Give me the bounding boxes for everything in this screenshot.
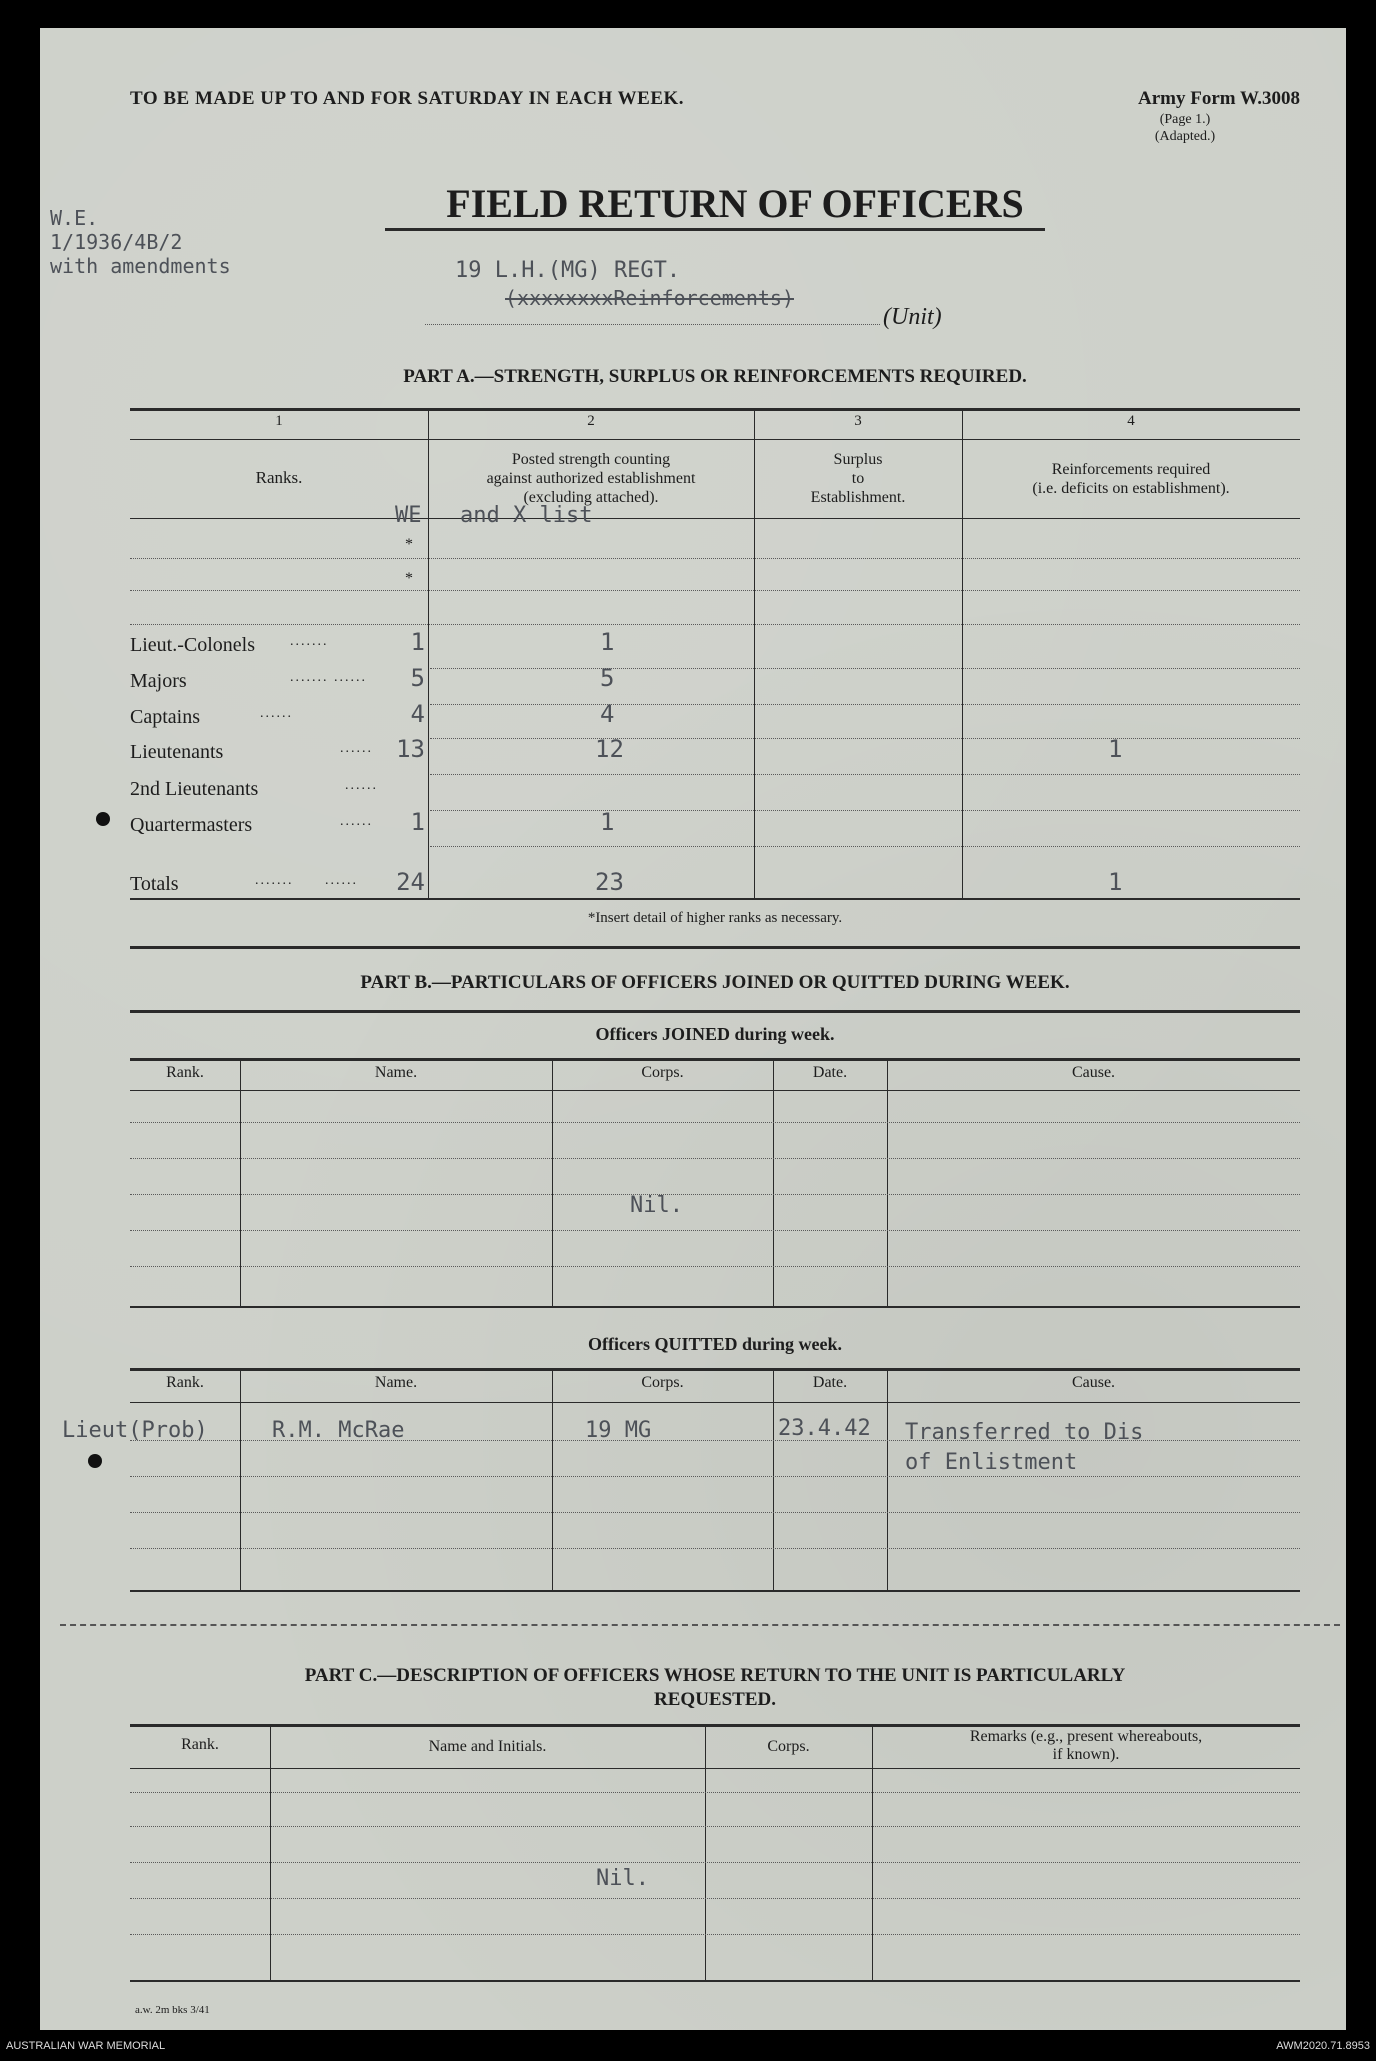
- col3-line1: Surplus: [833, 451, 883, 468]
- asterisk-2: *: [405, 570, 413, 587]
- posted-captains: 4: [600, 700, 615, 728]
- col4-line1: Reinforcements required: [1051, 461, 1211, 478]
- quitted-heading: Officers QUITTED during week.: [588, 1334, 842, 1354]
- col2-line3: (excluding attached).: [523, 489, 659, 506]
- leader-dots-6: ......: [340, 814, 373, 829]
- we-lieut-colonels: 1: [410, 628, 425, 656]
- leader-dots-3: ......: [260, 706, 293, 721]
- col-number-3: 3: [854, 413, 862, 429]
- we-totals: 24: [396, 868, 425, 896]
- rank-lieutenants: Lieutenants: [130, 741, 224, 763]
- quitted-rank: Lieut(Prob): [62, 1418, 208, 1443]
- leader-dots-7: .......: [255, 873, 294, 888]
- part-a-footnote: *Insert detail of higher ranks as necessary.: [587, 910, 843, 926]
- rank-captains: Captains: [130, 706, 200, 728]
- part-c-heading: [130, 1664, 1300, 1712]
- reinf-totals: 1: [1108, 868, 1123, 896]
- form-page: (Page 1.): [1159, 112, 1211, 127]
- col4-line2: (i.e. deficits on establishment).: [1032, 480, 1230, 497]
- we-ref-line1: W.E.: [50, 206, 99, 230]
- print-code: a.w. 2m bks 3/41: [135, 2004, 210, 2016]
- quitted-col-rank: Rank.: [166, 1374, 204, 1391]
- posted-totals: 23: [595, 868, 624, 896]
- posted-quartermasters: 1: [600, 808, 615, 836]
- asterisk-1: *: [405, 536, 413, 553]
- unit-name: 19 L.H.(MG) REGT.: [455, 258, 681, 283]
- quitted-col-date: Date.: [812, 1374, 848, 1391]
- we-captains: 4: [410, 700, 425, 728]
- leader-dots-5: ......: [345, 778, 378, 793]
- unit-struck-text: (xxxxxxxxReinforcements): [505, 286, 794, 310]
- part-a-heading: PART A.—STRENGTH, SURPLUS OR REINFORCEMENTS REQUIRED.: [403, 366, 1027, 387]
- col-number-2: 2: [587, 413, 595, 429]
- we-ref-line3: with amendments: [50, 254, 231, 278]
- col-reinf-header: [962, 460, 1300, 498]
- quitted-col-corps: Corps.: [641, 1374, 684, 1391]
- part-b-heading: PART B.—PARTICULARS OF OFFICERS JOINED OR QUITTED DURING WEEK.: [360, 972, 1070, 993]
- part-c-col-corps: Corps.: [767, 1738, 810, 1755]
- page-title: FIELD RETURN OF OFFICERS: [446, 181, 1024, 226]
- leader-dots-2: ....... ......: [290, 670, 367, 685]
- leader-dots-8: ......: [325, 873, 358, 888]
- totals-label: Totals: [130, 873, 179, 895]
- footer-right: AWM2020.71.8953: [1276, 2040, 1370, 2052]
- quitted-corps: 19 MG: [585, 1418, 652, 1443]
- col-ranks-header: Ranks.: [255, 468, 303, 487]
- part-c-col-remarks: [872, 1728, 1300, 1764]
- col-surplus-header: [754, 450, 962, 507]
- col3-line2: to: [851, 470, 865, 487]
- form-adapted: (Adapted.): [1154, 129, 1216, 144]
- joined-nil: Nil.: [630, 1193, 683, 1218]
- we-quartermasters: 1: [410, 808, 425, 836]
- leader-dots-4: ......: [340, 741, 373, 756]
- quitted-cause-line1: Transferred to Dis: [905, 1420, 1144, 1445]
- we-lieutenants: 13: [396, 735, 425, 763]
- x-list-label: and X list: [460, 503, 593, 528]
- quitted-col-name: Name.: [374, 1374, 418, 1391]
- part-c-heading-line2: REQUESTED.: [654, 1689, 776, 1710]
- we-ref-line2: 1/1936/4B/2: [50, 230, 183, 254]
- quitted-cause: [905, 1418, 1143, 1478]
- rank-2nd-lieutenants: 2nd Lieutenants: [130, 778, 259, 800]
- part-c-col-rank: Rank.: [181, 1736, 219, 1753]
- part-c-remarks-line2: if known).: [1052, 1746, 1120, 1763]
- perforation-line: [60, 1624, 1340, 1626]
- col2-line1: Posted strength counting: [511, 451, 671, 468]
- quitted-cause-line2: of Enlistment: [905, 1450, 1078, 1475]
- part-c-heading-line1: PART C.—DESCRIPTION OF OFFICERS WHOSE RETURN TO THE UNIT IS PARTICULARLY: [304, 1665, 1126, 1686]
- we-reference: [50, 206, 231, 278]
- we-label: WE: [395, 503, 422, 528]
- joined-col-cause: Cause.: [1071, 1064, 1116, 1081]
- form-sheet: [40, 28, 1346, 2030]
- col3-line3: Establishment.: [810, 489, 906, 506]
- joined-heading: Officers JOINED during week.: [595, 1024, 835, 1044]
- unit-label: (Unit): [883, 304, 942, 330]
- part-c-col-name: Name and Initials.: [428, 1738, 547, 1755]
- col-number-1: 1: [275, 413, 283, 429]
- joined-col-rank: Rank.: [166, 1064, 204, 1081]
- part-c-nil: Nil.: [596, 1866, 649, 1891]
- rank-quartermasters: Quartermasters: [130, 814, 253, 836]
- col-posted-header: [428, 450, 754, 507]
- joined-col-name: Name.: [374, 1064, 418, 1081]
- part-c-remarks-line1: Remarks (e.g., present whereabouts,: [969, 1728, 1203, 1745]
- instruction-text: TO BE MADE UP TO AND FOR SATURDAY IN EACH WEEK.: [130, 88, 685, 109]
- footer-left: AUSTRALIAN WAR MEMORIAL: [6, 2040, 166, 2052]
- col-number-4: 4: [1127, 413, 1135, 429]
- punch-hole-upper: [96, 812, 110, 826]
- rank-majors: Majors: [130, 670, 187, 692]
- quitted-date: 23.4.42: [778, 1416, 871, 1441]
- posted-lieutenants: 12: [595, 735, 624, 763]
- rank-lieut-colonels: Lieut.-Colonels: [130, 634, 255, 656]
- we-majors: 5: [410, 664, 425, 692]
- posted-majors: 5: [600, 664, 615, 692]
- quitted-name: R.M. McRae: [272, 1418, 405, 1443]
- punch-hole-lower: [88, 1454, 102, 1468]
- leader-dots-1: .......: [290, 634, 329, 649]
- form-number: Army Form W.3008: [1137, 88, 1300, 109]
- quitted-col-cause: Cause.: [1071, 1374, 1116, 1391]
- joined-col-corps: Corps.: [641, 1064, 684, 1081]
- joined-col-date: Date.: [812, 1064, 848, 1081]
- reinf-lieutenants: 1: [1108, 735, 1123, 763]
- col2-line2: against authorized establishment: [486, 470, 696, 487]
- posted-lieut-colonels: 1: [600, 628, 615, 656]
